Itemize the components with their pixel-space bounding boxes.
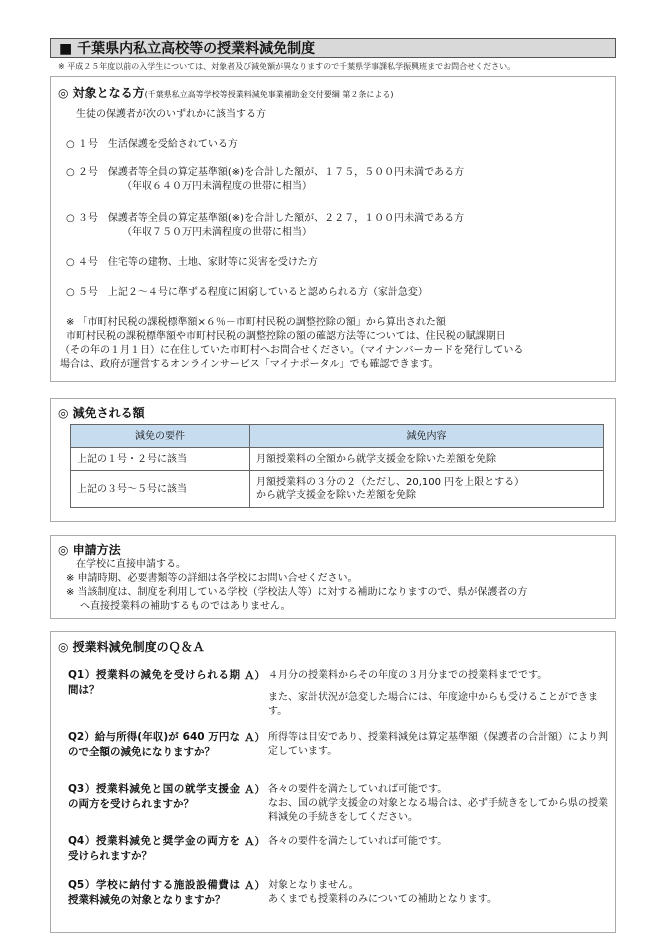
qa-question-5: Q5）学校に納付する施設設備費は授業料減免の対象となりますか？ (68, 879, 240, 906)
qa-answer-label-5: Ａ） (244, 880, 265, 892)
eligibility-header (58, 84, 393, 101)
application-line-4: へ直接授業料の補助するものではありません。 (80, 601, 291, 612)
application-line-1: 在学校に直接申請する。 (76, 559, 186, 570)
exemption-table (70, 424, 604, 508)
application-header: ◎ 申請方法 (58, 543, 121, 557)
table-row (71, 448, 604, 471)
eligibility-note-4: 場合は、政府が運営するオンラインサービス「マイナポータル」でも確認できます。 (60, 359, 439, 370)
qa-question-3: Q3）授業料減免と国の就学支援金の両方を受けられますか？ (68, 783, 240, 810)
eligibility-note-3: （その年の１月１日）に在住していた市町村へお問合せください。（マイナンバーカードを発行している (60, 345, 524, 356)
qa-answer-1-line-1: ４月分の授業料からその年度の３月分までの授業料までです。 (268, 670, 548, 681)
eligibility-header-sub: (千葉県私立高等学校等授業料減免事業補助金交付要綱 第２条による) (144, 90, 394, 99)
qa-answer-1-line-2: また、家計状況が急変した場合には、年度途中からも受けることができます。 (268, 692, 598, 717)
eligibility-item-4: ○ ４号 住宅等の建物、土地、家財等に災害を受けた方 (66, 257, 318, 268)
eligibility-note-2: 市町村民税の課税標準額や市町村民税の調整控除の額の確認方法等については、住民税の賦課期日 (66, 331, 506, 342)
qa-answer-label-3: Ａ） (244, 784, 265, 796)
qa-question-4: Q4）授業料減免と奨学金の両方を受けられますか？ (68, 835, 240, 862)
table-row (71, 471, 604, 508)
qa-question-1: Q1）授業料の減免を受けられる期間は？ (68, 669, 240, 696)
eligibility-item-2-sub: （年収６４０万円未満程度の世帯に相当） (122, 181, 312, 192)
table-cell-requirement: 上記の１号・２号に該当 (71, 448, 250, 471)
qa-answer-3-line-2: なお、国の就学支援金の対象となる場合は、必ず手続きをしてから県の授業料減免の手続きをしてください。 (268, 798, 608, 823)
application-line-3: ※ 当該制度は、制度を利用している学校（学校法人等）に対する補助になりますので、県が保護者の方 (66, 587, 528, 598)
qa-answer-1 (268, 669, 608, 719)
eligibility-header-text: ◎ 対象となる方 (58, 86, 145, 100)
table-header-row (71, 425, 604, 448)
table-cell-content-line1: 月額授業料の３分の２（ただし、20,100 円を上限とする） (256, 477, 525, 488)
qa-question-2: Q2）給与所得(年収)が 640 万円なので全額の減免になりますか？ (68, 731, 240, 758)
qa-answer-3 (268, 783, 608, 825)
qa-header: ◎ 授業料減免制度のＱ＆Ａ (58, 640, 205, 654)
eligibility-item-5: ○ ５号 上記２～４号に準ずる程度に困窮していると認められる方（家計急変） (66, 287, 428, 298)
exemption-header: ◎ 減免される額 (58, 406, 145, 420)
eligibility-note-1: ※ 「市町村民税の課税標準額×６％－市町村民税の調整控除の額」から算出された額 (66, 317, 446, 328)
table-cell-requirement: 上記の３号～５号に該当 (71, 471, 250, 508)
eligibility-intro: 生徒の保護者が次のいずれかに該当する方 (76, 109, 266, 120)
application-line-2: ※ 申請時期、必要書類等の詳細は各学校にお問い合せください。 (66, 573, 358, 584)
top-note: ※ 平成２５年度以前の入学生については、対象者及び減免額が異なりますので千葉県学事課私学振興班までお問合せください。 (58, 62, 516, 71)
qa-answer-label-2: Ａ） (244, 732, 265, 744)
table-cell-content-line2: から就学支援金を除いた差額を免除 (256, 490, 416, 501)
qa-answer-4: 各々の要件を満たしていれば可能です。 (268, 836, 448, 847)
table-cell-content (250, 471, 604, 508)
eligibility-item-1: ○ １号 生活保護を受給されている方 (66, 139, 238, 150)
qa-answer-5 (268, 879, 608, 907)
table-header-requirement: 減免の要件 (71, 425, 250, 448)
table-cell-content: 月額授業料の全額から就学支援金を除いた差額を免除 (250, 448, 604, 471)
eligibility-item-3: ○ ３号 保護者等全員の算定基準額(※)を合計した額が、２２７，１００円未満である方 (66, 213, 465, 224)
qa-answer-5-line-2: あくまでも授業料のみについての補助となります。 (268, 894, 497, 905)
qa-answer-label-1: Ａ） (244, 670, 265, 682)
qa-answer-2: 所得等は目安であり、授業料減免は算定基準額（保護者の合計額）により判定しています。 (268, 732, 608, 757)
eligibility-item-2: ○ ２号 保護者等全員の算定基準額(※)を合計した額が、１７５，５００円未満である方 (66, 167, 465, 178)
page-title: ■ 千葉県内私立高校等の授業料減免制度 (50, 38, 616, 58)
qa-answer-5-line-1: 対象となりません。 (268, 880, 359, 891)
eligibility-item-3-sub: （年収７５０万円未満程度の世帯に相当） (122, 227, 312, 238)
qa-answer-3-line-1: 各々の要件を満たしていれば可能です。 (268, 784, 448, 795)
table-header-content: 減免内容 (250, 425, 604, 448)
qa-answer-label-4: Ａ） (244, 836, 265, 848)
